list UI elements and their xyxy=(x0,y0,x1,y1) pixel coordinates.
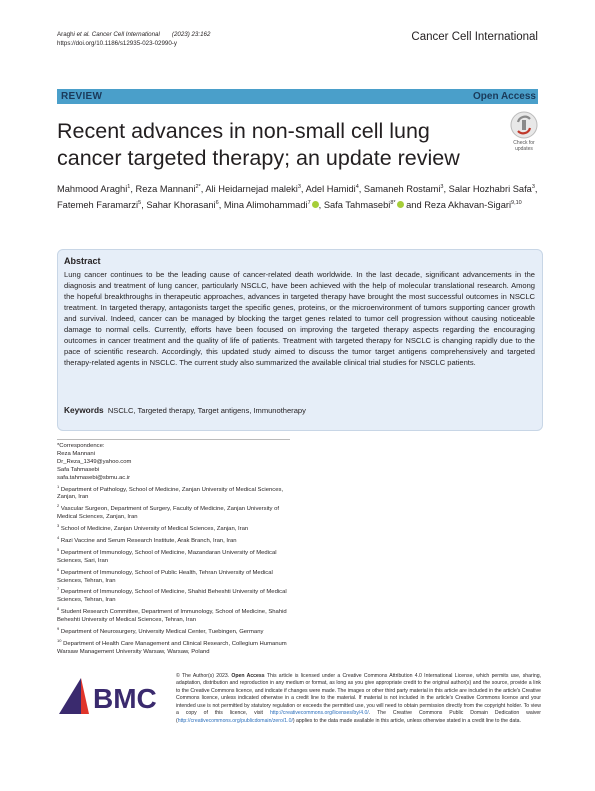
correspondence-name: Reza Mannani xyxy=(57,450,95,457)
keywords-label: Keywords xyxy=(64,405,104,415)
public-domain-link[interactable]: http://creativecommons.org/publicdomain/zero/1.0/ xyxy=(177,717,293,724)
citation-journal: i et al. Cancer Cell International xyxy=(73,31,160,38)
license-link[interactable]: http://creativecommons.org/licenses/by/4.0/ xyxy=(269,710,369,717)
open-access-label: Open Access xyxy=(473,91,536,102)
citation-authors: Aragh xyxy=(57,31,74,38)
affiliation-item: $^1$ Department of Pathology, School of Medicine, Zanjan University of Medical Sciences, Zanjan, Iran xyxy=(57,483,284,501)
keywords-list: NSCLC, Targeted therapy, Target antigens, Immunotherapy xyxy=(107,406,306,415)
author[interactable]: Reza Mannani$^{2*}$ xyxy=(135,184,201,195)
article-type-banner xyxy=(57,89,538,104)
citation-header xyxy=(57,30,210,48)
author[interactable]: Fatemeh Faramarzi$^5$ xyxy=(57,199,142,210)
author[interactable]: Adel Hamidi$^4$ xyxy=(305,184,359,195)
affiliation-item: $^3$ School of Medicine, Zanjan University of Medical Sciences, Zanjan, Iran xyxy=(57,523,249,533)
affiliation-item: $^7$ Department of Immunology, School of Medicine, Shahid Beheshti University of Medical Sciences, Tehran, Iran xyxy=(57,586,287,604)
author[interactable]: Samaneh Rostami$^3$ xyxy=(363,184,444,195)
author[interactable]: Salar Hozhabri Safa$^3$ xyxy=(448,184,535,195)
bmc-logo xyxy=(57,674,167,716)
affiliation-item: $^9$ Department of Neurosurgery, University Medical Center, Tuebingen, Germany xyxy=(57,625,264,635)
abstract-heading: Abstract xyxy=(64,256,101,266)
correspondence-email[interactable]: Dr_Reza_1349@yahoo.com xyxy=(57,458,132,465)
article-type-label: REVIEW xyxy=(61,91,103,102)
correspondence-name: Safa Tahmasebi xyxy=(57,466,100,473)
journal-name: Cancer Cell International xyxy=(411,31,538,43)
affiliations-block xyxy=(57,443,287,657)
affiliation-item: $^5$ Department of Immunology, School of Medicine, Mazandaran University of Medical Sciences, Sari, Iran xyxy=(57,546,277,564)
license-text: © The Author(s) 2023. Open Access This article is licensed under a Creative Commons Attribution 4.0 International License, which permits use, sharing, adaptation, distribution and reproduction in any medium or format, as long as you give appropriate credit to the original author(s) and the source, provide a link to the Creative Commons licence, and indicate if changes were made. The images or other third party material in this article are included in the article's Creative Commons licence, unless indicated otherwise in a credit line to the material. If material is not included in the article's Creative Commons licence and your intended use is not permitted by statutory regulation or exceeds the permitted use, you will need to obtain permission directly from the copyright holder. To view a copy of this licence, visit http://creativecommons.org/licenses/by/4.0/. The Creative Commons Public Domain Dedication waiver (http://creativecommons.org/publicdomain/zero/1.0/) applies to the data made available in this article, unless otherwise stated in a credit line to the data. xyxy=(176,673,541,724)
footnote-divider xyxy=(57,439,290,440)
author[interactable]: Safa Tahmasebi$^{8*}$ xyxy=(323,199,396,210)
orcid-icon[interactable] xyxy=(397,201,404,208)
affiliation-item: $^6$ Department of Immunology, School of Public Health, Tehran University of Medical Sciences, Tehran, Iran xyxy=(57,566,273,584)
author[interactable]: Mina Alimohammadi$^7$ xyxy=(223,199,311,210)
abstract-text: Lung cancer continues to be the leading cause of cancer-related death worldwide. In the last decade, significant advancements in the diagnosis and treatment of lung cancer, particularly NSCLC, have been achieved with the help of molecular translational research. Among the hopeful breakthroughs in therapeutic approaches, advances in targeted therapy have brought the most successful outcomes in NSCLC treatment. In targeted therapy, antagonists target the specific genes, proteins, or the microenvironment of tumors supporting cancer growth and survival. Indeed, cancer can be managed by blocking the target genes related to tumor cell progression without causing noticeable damage to normal cells. Currently, efforts have been focused on improving the targeted therapy aspects regarding the encouraging outcomes in cancer treatment and the quality of life of patients. Treatment with targeted therapy for NSCLC is changing rapidly due to the pace of scientific research. Accordingly, this updated study aimed to discuss the tumor target antigens comprehensively and targeted therapy-related agents in NSCLC. The current study also summarized the available clinical trial studies for NSCLC patients. xyxy=(64,270,535,368)
orcid-icon[interactable] xyxy=(312,201,319,208)
keywords xyxy=(64,405,306,415)
doi-link[interactable]: https://doi.org/10.1186/s12935-023-02990-y xyxy=(57,40,177,47)
author[interactable]: Sahar Khorasani$^6$ xyxy=(146,199,219,210)
author[interactable]: Ali Heidarnejad maleki$^3$ xyxy=(205,184,301,195)
article-title: Recent advances in non-small cell lung cancer targeted therapy; an update review xyxy=(57,119,460,170)
affiliation-item: $^{10}$ Department of Health Care Management and Clinical Research, Collegium Humanum Warsaw Management University Warsaw, Warsaw, Poland xyxy=(57,637,287,655)
author[interactable]: Reza Akhavan-Sigari$^{9,10}$ xyxy=(424,199,522,210)
bmc-logo-text: BMC xyxy=(93,683,157,714)
author-list: Mahmood Araghi$^1$, Reza Mannani$^{2*}$, Ali Heidarnejad maleki$^3$, Adel Hamidi$^4$, Samaneh Rostami$^3$, Salar Hozhabri Safa$^3$, Fatemeh Faramarzi$^5$, Sahar Khorasani$^6$, Mina Alimohammadi$^7$ , Safa Tahmasebi$^{8*}$ and Reza Akhavan-Sigari$^{9,10}$ xyxy=(57,184,538,210)
check-for-updates-icon[interactable] xyxy=(509,110,539,140)
affiliation-item: $^4$ Razi Vaccine and Serum Research Institute, Arak Branch, Iran, Iran xyxy=(57,534,237,544)
correspondence-email[interactable]: safa.tahmasebi@sbmu.ac.ir xyxy=(57,474,131,481)
check-for-updates-label[interactable]: Check for updates xyxy=(513,140,535,152)
affiliation-item: $^2$ Vascular Surgeon, Department of Surgery, Faculty of Medicine, Zanjan University of Medical Sciences, Zanjan, Iran xyxy=(57,503,280,521)
correspondence-label: *Correspondence: xyxy=(57,443,105,449)
affiliation-item: $^8$ Student Research Committee, Department of Immunology, School of Medicine, Shahid Beheshti University of Medical Sciences, Tehran, Iran xyxy=(57,606,287,624)
citation-year-volume: (2023) 23:162 xyxy=(171,31,211,38)
author[interactable]: Mahmood Araghi$^1$ xyxy=(57,184,131,195)
